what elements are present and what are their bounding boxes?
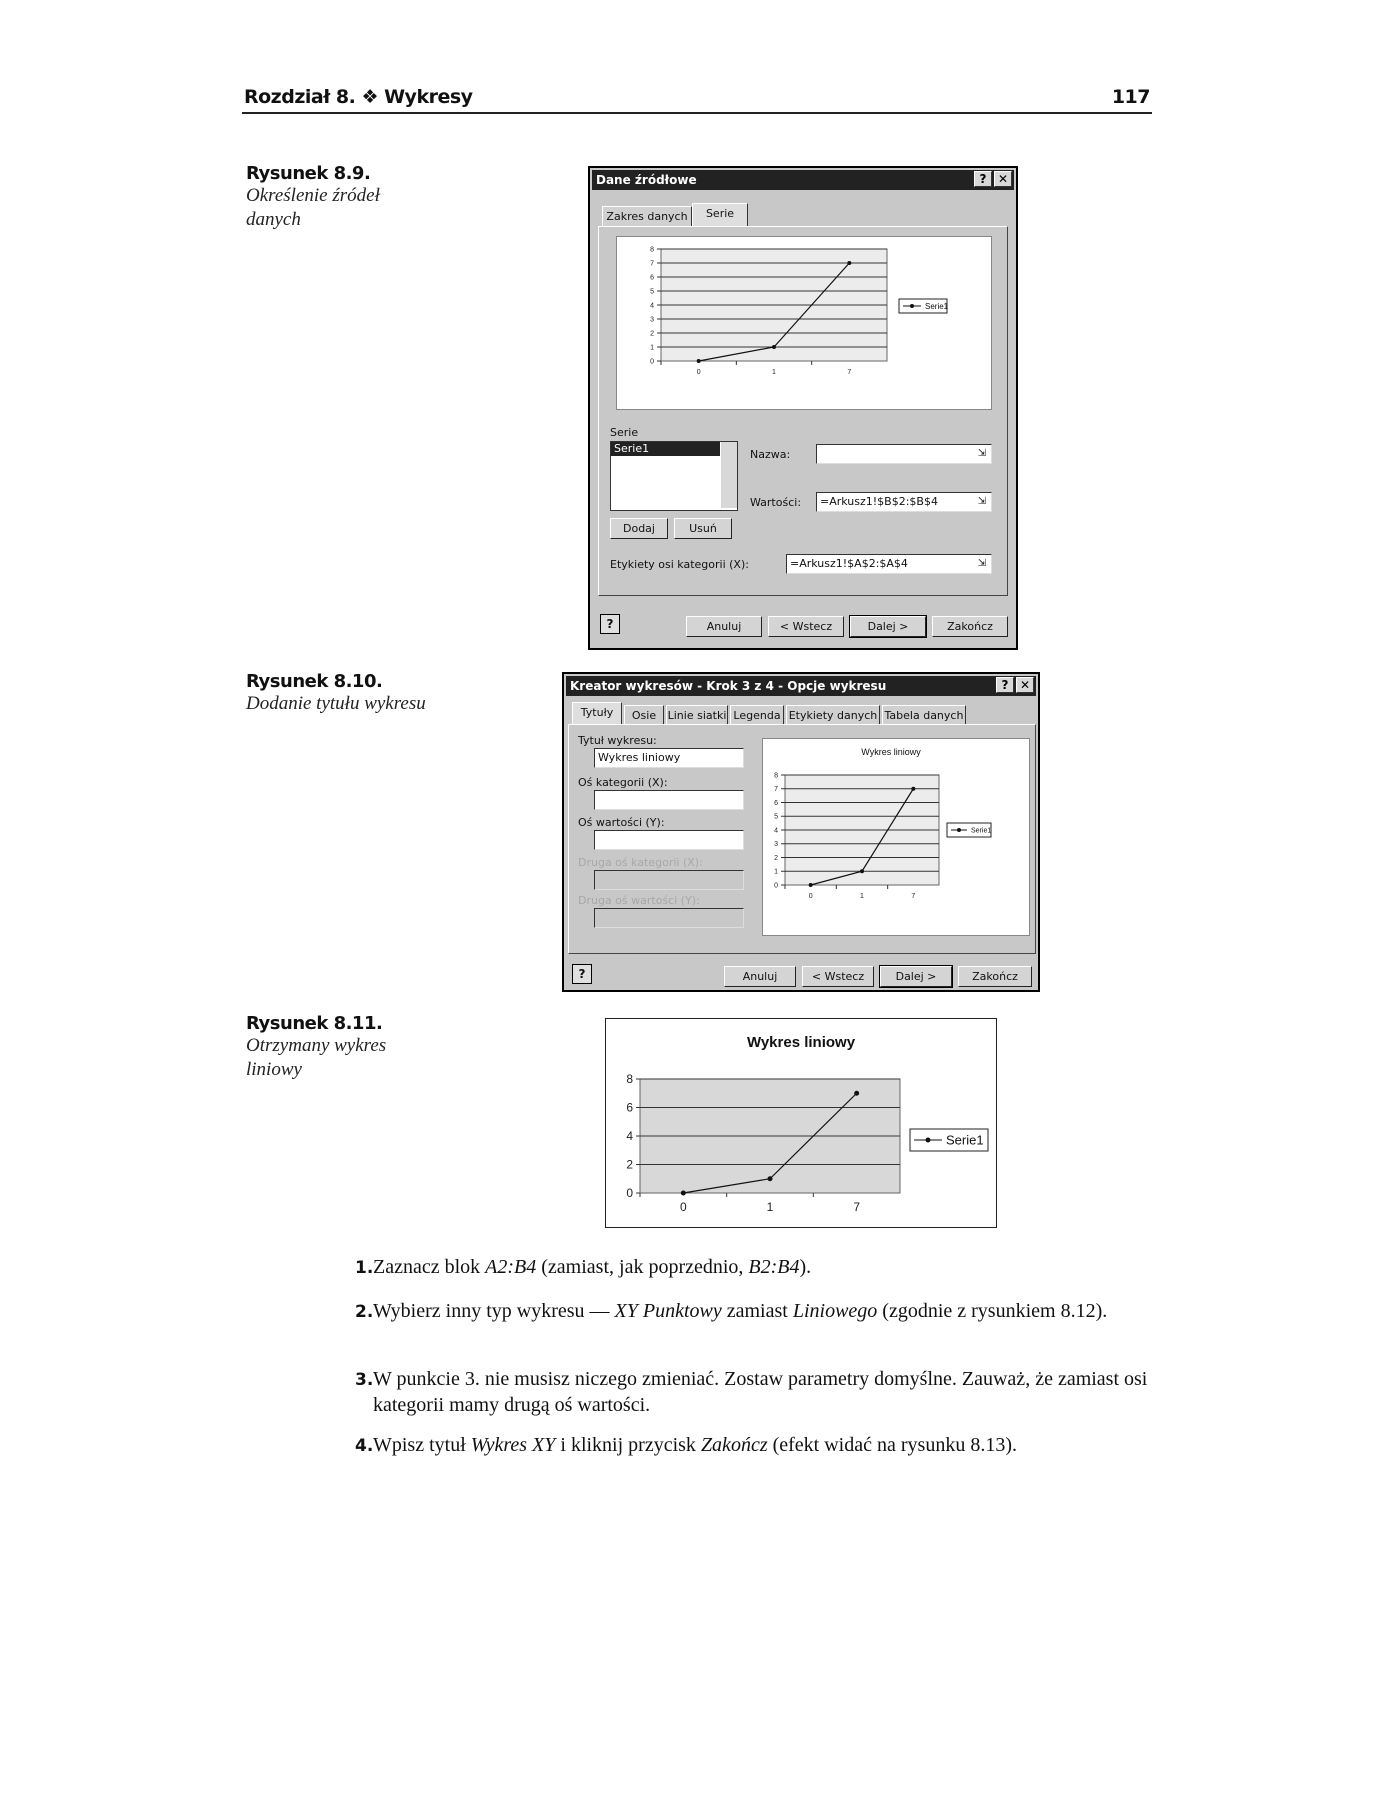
x-tick-label: 0 bbox=[679, 1200, 687, 1214]
figure-number: Rysunek 8.11. bbox=[246, 1013, 383, 1034]
y-tick-label: 4 bbox=[650, 302, 654, 310]
y-tick-label: 6 bbox=[626, 1100, 633, 1115]
range-picker-icon[interactable]: ⇲ bbox=[977, 558, 987, 569]
step-text bbox=[355, 1254, 1155, 1280]
data-point bbox=[768, 1176, 773, 1181]
step-number: 3. bbox=[355, 1370, 374, 1390]
y-tick-label: 7 bbox=[774, 786, 778, 794]
tab-series[interactable]: Serie bbox=[692, 203, 748, 226]
step-text-part: (efekt widać na rysunku 8.13). bbox=[767, 1434, 1017, 1456]
help-icon[interactable]: ? bbox=[974, 171, 992, 187]
y-tick-label: 4 bbox=[774, 827, 778, 835]
value-axis-label: Oś wartości (Y): bbox=[578, 816, 665, 829]
y-tick-label: 2 bbox=[626, 1157, 633, 1172]
figure-caption-8-9 bbox=[246, 163, 466, 232]
add-series-button[interactable]: Dodaj bbox=[610, 518, 668, 539]
y-tick-label: 2 bbox=[650, 330, 654, 338]
emphasized-term: B2:B4 bbox=[748, 1256, 800, 1278]
x-tick-label: 1 bbox=[860, 893, 864, 900]
close-icon[interactable]: ✕ bbox=[1016, 677, 1034, 693]
back-button[interactable]: < Wstecz bbox=[802, 966, 874, 987]
range-picker-icon[interactable]: ⇲ bbox=[977, 448, 987, 459]
category-labels-label: Etykiety osi kategorii (X): bbox=[610, 558, 749, 571]
x-tick-label: 1 bbox=[772, 369, 776, 376]
figure-number: Rysunek 8.9. bbox=[246, 163, 371, 184]
emphasized-term: Wykres XY bbox=[470, 1434, 556, 1456]
emphasized-term: A2:B4 bbox=[485, 1256, 537, 1278]
instruction-step bbox=[355, 1254, 1155, 1280]
step-number: 1. bbox=[355, 1258, 374, 1278]
series-list-item[interactable]: Serie1 bbox=[611, 442, 720, 456]
help-icon[interactable]: ? bbox=[996, 677, 1014, 693]
remove-series-button[interactable]: Usuń bbox=[674, 518, 732, 539]
resulting-chart bbox=[605, 1018, 997, 1228]
step-text-part: (zgodnie z rysunkiem 8.12). bbox=[877, 1300, 1108, 1322]
step-text-part: i kliknij przycisk bbox=[555, 1434, 701, 1456]
category-axis-label: Oś kategorii (X): bbox=[578, 776, 668, 789]
help-icon[interactable]: ? bbox=[572, 964, 592, 984]
chart-title-label: Tytuł wykresu: bbox=[578, 734, 657, 747]
figure-caption-text: Otrzymany wykres liniowy bbox=[246, 1035, 387, 1080]
finish-button[interactable]: Zakończ bbox=[932, 616, 1008, 637]
legend-marker bbox=[957, 828, 961, 832]
y-tick-label: 3 bbox=[774, 841, 778, 849]
figure-caption-text: Dodanie tytułu wykresu bbox=[246, 693, 426, 714]
step-text bbox=[355, 1298, 1155, 1324]
figure-caption-8-11 bbox=[246, 1013, 466, 1082]
line-chart bbox=[617, 237, 991, 409]
y-tick-label: 1 bbox=[650, 344, 654, 352]
y-tick-label: 3 bbox=[650, 316, 654, 324]
emphasized-term: Liniowego bbox=[792, 1300, 878, 1322]
step-text-part: (zamiast, jak poprzednio, bbox=[536, 1256, 749, 1278]
category-axis-input[interactable] bbox=[594, 790, 744, 810]
step-text bbox=[355, 1366, 1155, 1418]
chart-title: Wykres liniowy bbox=[861, 747, 921, 757]
y-tick-label: 8 bbox=[650, 246, 654, 254]
category-labels-input[interactable]: =Arkusz1!$A$2:$A$4 bbox=[786, 554, 992, 574]
next-button[interactable]: Dalej > bbox=[880, 966, 952, 987]
cancel-button[interactable]: Anuluj bbox=[686, 616, 762, 637]
y-tick-label: 0 bbox=[626, 1186, 633, 1201]
x-tick-label: 7 bbox=[847, 369, 852, 376]
step-text-part: W punkcie 3. nie musisz niczego zmieniać. Zostaw parametry domyślne. Zauważ, że zamiast osi kategorii mamy drugą oś wartości. bbox=[373, 1368, 1148, 1416]
close-icon[interactable]: ✕ bbox=[994, 171, 1012, 187]
y-tick-label: 2 bbox=[774, 854, 778, 862]
step-text-part: Wybierz inny typ wykresu — bbox=[373, 1300, 615, 1322]
y-tick-label: 1 bbox=[774, 868, 778, 876]
back-button[interactable]: < Wstecz bbox=[768, 616, 844, 637]
data-point bbox=[854, 1091, 859, 1096]
next-button[interactable]: Dalej > bbox=[850, 616, 926, 637]
cancel-button[interactable]: Anuluj bbox=[724, 966, 796, 987]
data-point bbox=[772, 345, 776, 349]
data-point bbox=[809, 883, 813, 887]
legend-label: Serie1 bbox=[925, 301, 949, 311]
series-group-label: Serie bbox=[610, 426, 639, 439]
value-axis-input[interactable] bbox=[594, 830, 744, 850]
secondary-value-axis-input bbox=[594, 908, 744, 928]
secondary-value-axis-label: Druga oś wartości (Y): bbox=[578, 894, 700, 907]
step-text-part: ). bbox=[799, 1256, 812, 1278]
y-tick-label: 8 bbox=[626, 1072, 633, 1087]
data-point bbox=[681, 1191, 686, 1196]
tab-gridlines[interactable]: Linie siatki bbox=[666, 705, 728, 725]
legend-marker bbox=[910, 304, 914, 308]
page-number: 117 bbox=[1111, 86, 1150, 108]
x-tick-label: 7 bbox=[911, 893, 916, 900]
y-tick-label: 5 bbox=[650, 288, 654, 296]
figure-caption-8-10 bbox=[246, 671, 466, 716]
tab-data-table[interactable]: Tabela danych bbox=[882, 705, 966, 725]
step-text-part: zamiast bbox=[721, 1300, 793, 1322]
x-tick-label: 1 bbox=[766, 1200, 774, 1214]
tab-axes[interactable]: Osie bbox=[624, 705, 664, 725]
step-text-part: Zaznacz blok bbox=[373, 1256, 486, 1278]
running-header bbox=[242, 82, 1152, 114]
data-point bbox=[697, 359, 701, 363]
emphasized-term: Zakończ bbox=[700, 1434, 768, 1456]
y-tick-label: 0 bbox=[774, 882, 778, 890]
series-listbox[interactable] bbox=[610, 441, 738, 511]
figure-caption-text: Określenie źródeł danych bbox=[246, 185, 380, 230]
secondary-category-axis-input bbox=[594, 870, 744, 890]
step-text bbox=[355, 1432, 1155, 1458]
dialog-title: Kreator wykresów - Krok 3 z 4 - Opcje wykresu bbox=[566, 676, 1036, 696]
name-label: Nazwa: bbox=[750, 448, 791, 461]
chapter-title: Rozdział 8. ❖ Wykresy bbox=[244, 86, 473, 108]
chart-title-input[interactable]: Wykres liniowy bbox=[594, 748, 744, 768]
x-tick-label: 0 bbox=[696, 369, 701, 376]
chart-preview bbox=[762, 738, 1030, 936]
chart-preview bbox=[616, 236, 992, 410]
tab-legend[interactable]: Legenda bbox=[730, 705, 784, 725]
x-tick-label: 7 bbox=[853, 1200, 861, 1214]
legend-marker bbox=[926, 1138, 931, 1143]
y-tick-label: 4 bbox=[626, 1129, 633, 1144]
series-name-input[interactable] bbox=[816, 444, 992, 464]
tab-data-range[interactable]: Zakres danych bbox=[602, 206, 692, 226]
data-point bbox=[847, 261, 851, 265]
instruction-step bbox=[355, 1366, 1155, 1418]
secondary-category-axis-label: Druga oś kategorii (X): bbox=[578, 856, 703, 869]
y-tick-label: 7 bbox=[650, 260, 654, 268]
tab-titles[interactable]: Tytuły bbox=[572, 702, 622, 725]
y-tick-label: 6 bbox=[650, 274, 654, 282]
data-point bbox=[860, 869, 864, 873]
y-tick-label: 0 bbox=[650, 358, 654, 366]
legend-label: Serie1 bbox=[946, 1132, 984, 1148]
line-chart bbox=[606, 1019, 996, 1227]
y-tick-label: 8 bbox=[774, 772, 778, 780]
y-tick-label: 5 bbox=[774, 813, 778, 821]
data-point bbox=[911, 787, 915, 791]
x-tick-label: 0 bbox=[808, 893, 813, 900]
chart-wizard-dialog bbox=[562, 672, 1040, 992]
step-text-part: Wpisz tytuł bbox=[373, 1434, 471, 1456]
dialog-title: Dane źródłowe bbox=[592, 170, 1014, 190]
finish-button[interactable]: Zakończ bbox=[958, 966, 1032, 987]
emphasized-term: XY Punktowy bbox=[614, 1300, 722, 1322]
y-tick-label: 6 bbox=[774, 799, 778, 807]
values-label: Wartości: bbox=[750, 496, 802, 509]
line-chart bbox=[763, 739, 1029, 935]
legend-label: Serie1 bbox=[971, 827, 992, 835]
help-icon[interactable]: ? bbox=[600, 614, 620, 634]
instruction-step bbox=[355, 1432, 1155, 1458]
range-picker-icon[interactable]: ⇲ bbox=[977, 496, 987, 507]
listbox-scrollbar[interactable] bbox=[721, 442, 737, 508]
step-number: 2. bbox=[355, 1302, 374, 1322]
tab-data-labels[interactable]: Etykiety danych bbox=[786, 705, 880, 725]
chart-title: Wykres liniowy bbox=[746, 1034, 856, 1051]
step-number: 4. bbox=[355, 1436, 374, 1456]
source-data-dialog bbox=[588, 166, 1018, 650]
figure-number: Rysunek 8.10. bbox=[246, 671, 383, 692]
instruction-step bbox=[355, 1298, 1155, 1324]
series-values-input[interactable]: =Arkusz1!$B$2:$B$4 bbox=[816, 492, 992, 512]
